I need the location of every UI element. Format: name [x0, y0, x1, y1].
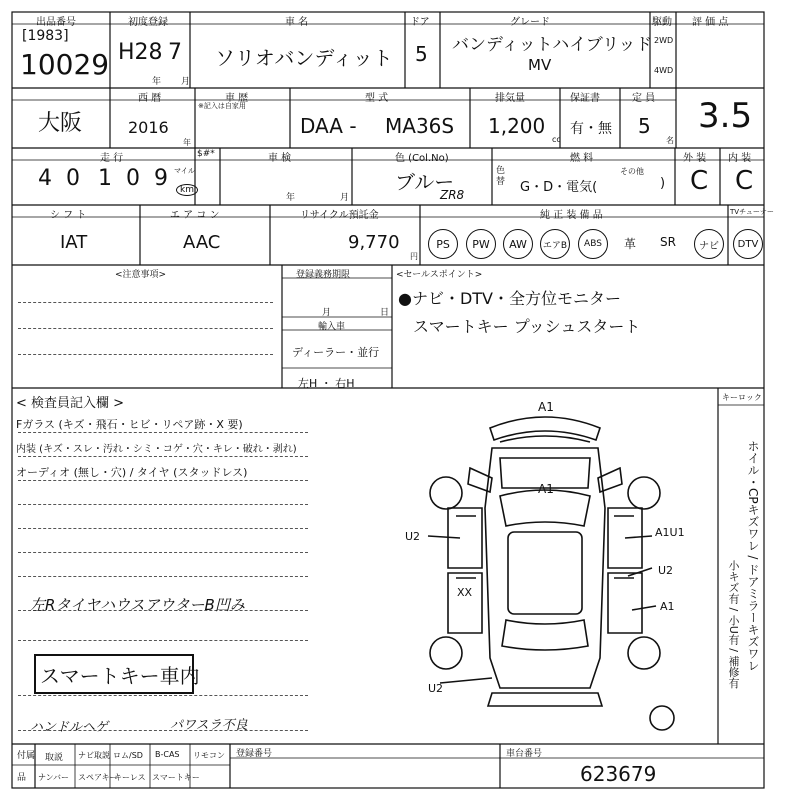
- ac-value: AAC: [183, 232, 221, 253]
- yen-unit: 円: [410, 252, 418, 261]
- mileage-label: 走 行: [100, 153, 124, 164]
- lot-number: 10029: [20, 48, 110, 81]
- interior-line: 内装 (キズ・スレ・汚れ・シミ・コゲ・穴・キレ・破れ・剥れ): [16, 444, 297, 455]
- handwritten-note-4: パワスラ不良: [170, 718, 248, 733]
- equip-abs: ABS: [578, 229, 608, 259]
- first-reg-label: 初度登録: [128, 17, 168, 28]
- accessory-side-top: 付属: [17, 751, 36, 761]
- inspection-line: [18, 504, 308, 505]
- key-lock-label: キーロック: [722, 393, 762, 402]
- sales-point-1: ●ナビ・DTV・全方位モニター: [398, 289, 622, 308]
- exterior-label: 外 装: [683, 153, 707, 164]
- warranty-label: 保証書: [570, 93, 600, 104]
- displacement-label: 排気量: [495, 93, 525, 104]
- acc-plate: ナンバー: [38, 773, 70, 782]
- equip-ps: PS: [428, 229, 458, 259]
- handwritten-note-1: 左RタイヤハウスアウターB凹み: [30, 596, 245, 614]
- first-reg-month: 7: [168, 40, 182, 65]
- damage-mark-left-rear: XX: [457, 586, 473, 599]
- import-label: 輸入車: [318, 322, 346, 332]
- grade-line-1: バンディットハイブリッド: [452, 35, 653, 55]
- damage-mark-front: A1: [538, 400, 554, 414]
- tuner-label: TVチューナー: [730, 208, 774, 216]
- equip-dtv: DTV: [733, 229, 763, 259]
- accessory-side-bottom: 品: [17, 773, 27, 783]
- inspection-line: [18, 576, 308, 577]
- damage-mark-right-quarter: A1: [660, 600, 675, 613]
- history-label: 車 歴: [225, 93, 249, 104]
- fuel-close: ): [660, 176, 666, 191]
- car-name-label: 車 名: [285, 17, 309, 28]
- recycle-label: リサイクル預託金: [300, 210, 379, 221]
- drive-2wd: 2WD: [654, 36, 674, 45]
- steering-option: 左H ・ 右H: [298, 377, 355, 390]
- mileage-digit: 0: [66, 166, 80, 191]
- inspection-line: [18, 480, 308, 481]
- equip-airbag: エアB: [540, 229, 570, 259]
- drive-4wd: 4WD: [654, 66, 674, 75]
- color-label: 色 (Col.No): [395, 153, 449, 164]
- acc-manual: 取説: [45, 753, 64, 763]
- caution-line: [18, 354, 273, 355]
- displacement: 1,200: [488, 114, 546, 138]
- equip-sr: SR: [660, 235, 676, 249]
- inspection-line: [18, 528, 308, 529]
- grade-line-2: MV: [528, 56, 552, 74]
- handwritten-note-2: スマートキー車内: [40, 664, 200, 688]
- acc-spare-key: スペアキー: [78, 773, 118, 782]
- evaluation-score: 3.5: [698, 96, 753, 136]
- mileage-digit: 9: [154, 166, 168, 191]
- exterior-grade: C: [690, 166, 709, 196]
- inspection-line: [18, 456, 308, 457]
- deadline-day: 日: [380, 308, 390, 318]
- type-prefix: DAA -: [300, 114, 357, 138]
- capacity: 5: [638, 114, 651, 138]
- inspection-title: < 検査員記入欄 >: [16, 396, 125, 411]
- deadline-label: 登録義務期限: [296, 270, 351, 280]
- acc-smart-key: スマートキー: [152, 773, 200, 782]
- interior-label: 内 装: [728, 153, 752, 164]
- bracket-number: [1983]: [22, 28, 69, 44]
- inspection-line: [18, 695, 308, 696]
- type-label: 型 式: [365, 93, 389, 104]
- inspection-line: [18, 640, 308, 641]
- first-reg-year-unit: 年: [152, 77, 162, 87]
- region: 大阪: [38, 111, 83, 136]
- mileage-digit: 1: [98, 166, 112, 191]
- damage-mark-right-front: A1U1: [655, 526, 685, 539]
- exchange-label: $#*: [197, 149, 215, 159]
- history-note: ※記入は自家用: [198, 102, 246, 110]
- wheel-mirror-note: ホイル・CPキズワレ / ドアミラーキズワレ: [746, 440, 760, 672]
- inspection-year-unit: 年: [286, 193, 296, 203]
- inspection-line: [18, 432, 308, 433]
- handwritten-note-3: ハンドルヘゲ: [30, 720, 109, 735]
- fuel-label: 燃 料: [570, 153, 594, 164]
- type-code: MA36S: [385, 114, 455, 138]
- fuel-options: G・D・電気(: [520, 180, 598, 195]
- caution-line: [18, 328, 273, 329]
- equip-aw: AW: [503, 229, 533, 259]
- equipment-label: 純 正 装 備 品: [540, 210, 603, 221]
- first-reg-era: H28: [118, 40, 163, 65]
- equip-pw: PW: [466, 229, 496, 259]
- inspection-label: 車 検: [268, 153, 292, 164]
- car-name: ソリオバンディット: [215, 46, 393, 70]
- fuel-other: その他: [620, 167, 644, 176]
- ac-label: エ ア コ ン: [170, 210, 220, 221]
- warranty: 有・無: [570, 121, 612, 137]
- score-label: 評 価 点: [692, 17, 729, 28]
- shift-value: IAT: [60, 232, 88, 253]
- door-label: ドア: [410, 17, 430, 28]
- acc-rom-sd: ロム/SD: [113, 751, 143, 760]
- deadline-month: 月: [322, 308, 332, 318]
- shift-label: シ フ ト: [50, 210, 87, 221]
- equip-navi: ナビ: [694, 229, 724, 259]
- acc-navi-manual: ナビ取説: [78, 751, 110, 760]
- color-code: ZR8: [440, 188, 465, 202]
- sales-label: <セールスポイント>: [396, 270, 483, 280]
- damage-mark-right-rear: U2: [658, 564, 674, 577]
- audio-tire-line: オーディオ (無し・穴) / タイヤ (スタッドレス): [16, 466, 248, 479]
- acc-keyless: キーレス: [114, 773, 146, 782]
- mileage-digit: 0: [126, 166, 140, 191]
- capacity-label: 定 員: [632, 93, 656, 104]
- grade-label: グレード: [510, 17, 550, 28]
- cc-unit: cc: [552, 135, 561, 144]
- sales-point-2: スマートキー プッシュスタート: [413, 317, 641, 336]
- reg-no-label: 登録番号: [236, 749, 273, 759]
- damage-mark-left-front: U2: [405, 530, 421, 543]
- lot-no-label: 出品番号: [36, 17, 76, 28]
- equip-leather: 革: [624, 237, 637, 251]
- glass-line: Fガラス (キズ・飛石・ヒビ・リペア跡・X 要): [16, 418, 243, 431]
- model-year-label: 西 暦: [138, 93, 162, 104]
- model-year: 2016: [128, 118, 169, 137]
- chassis-number: 623679: [580, 762, 657, 786]
- acc-bcas: B-CAS: [155, 750, 180, 759]
- dealer-option: ディーラー・並行: [292, 346, 380, 359]
- drive-label: 駆動: [652, 17, 672, 28]
- unit-km-circled: km: [176, 184, 198, 196]
- door-count: 5: [415, 42, 428, 66]
- color-change: 色替: [496, 166, 506, 187]
- capacity-unit: 名: [666, 136, 674, 145]
- damage-mark-hood: A1: [538, 482, 554, 496]
- recycle-value: 9,770: [348, 232, 400, 253]
- interior-grade: C: [735, 166, 754, 196]
- caution-line: [18, 302, 273, 303]
- inspection-line: [18, 552, 308, 553]
- damage-mark-rear: U2: [428, 682, 444, 695]
- caution-label: <注意事項>: [115, 270, 167, 280]
- first-reg-month-unit: 月: [181, 77, 191, 87]
- model-year-unit: 年: [183, 138, 191, 147]
- color-name: ブルー: [395, 170, 455, 194]
- wheel-mirror-note-2: 小キズ有 / 小U有 / 補修有: [727, 560, 740, 689]
- acc-remote: リモコン: [193, 751, 225, 760]
- inspection-month-unit: 月: [340, 193, 350, 203]
- mileage-digit: 4: [38, 166, 54, 191]
- unit-mile: マイル: [174, 167, 195, 175]
- chassis-label: 車台番号: [506, 749, 543, 759]
